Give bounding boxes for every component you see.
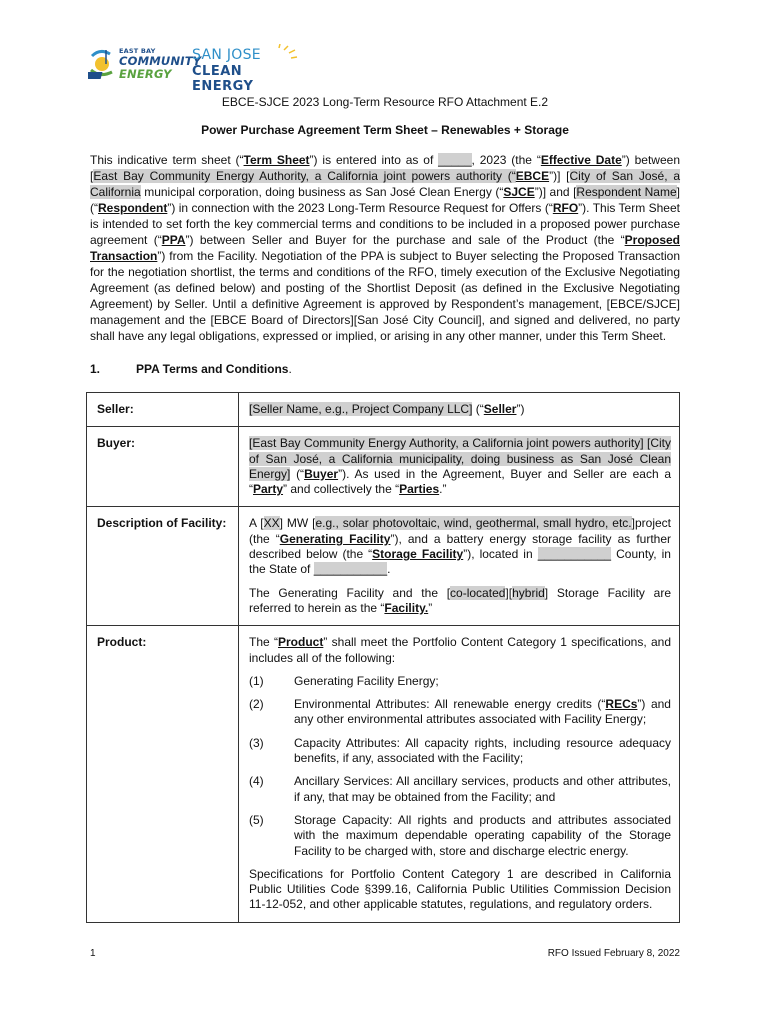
row-value: A [XX] MW [e.g., solar photovoltaic, wind, geothermal, small hydro, etc.]project (the “Generating Facility”), and a battery energy storage facility as further described below (the “Storage Facility”), located in ___________ County, in the State of ___________. The Generating Facility and the [co-located][hybrid] Storage Facility are referred to herein as the “Facility.” <box>239 507 680 626</box>
page-number: 1 <box>90 948 96 959</box>
list-item: (1) Generating Facility Energy; <box>249 673 439 688</box>
row-label: Description of Facility: <box>87 507 239 626</box>
logo-sjce-line2: CLEAN ENERGY <box>192 64 254 94</box>
logo-sjce-line1: SAN JOSE <box>192 47 261 63</box>
document-subtitle: Power Purchase Agreement Term Sheet – Renewables + Storage <box>201 123 569 137</box>
list-item: (5) Storage Capacity: All rights and products and attributes associated with the maximum dependable operating capability of the Storage Facility to be charged with, store and discharge electric energy. <box>249 812 671 858</box>
intro-paragraph: This indicative term sheet (“Term Sheet”) is entered into as of _____, 2023 (the “Effective Date”) between [East Bay Community Energy Authority, a California joint powers authority (“EBCE”)] [City of San José, a California municipal corporation, doing business as San José Clean Energy (“SJCE”)] and [Respondent Name] (“Respondent”) in connection with the 2023 Long-Term Resource Request for Offers (“RFO”). This Term Sheet is intended to set forth the key commercial terms and conditions to be included in a proposed power purchase agreement (“PPA”) between Seller and Buyer for the purchase and sale of the Product (the “Proposed Transaction”) from the Facility. Negotiation of the PPA is subject to Buyer selecting the Proposed Transaction for the negotiation shortlist, the terms and conditions of the RFO, timely execution of the Exclusive Negotiating Agreement (as defined below) and posting of the Shortlist Deposit (as defined in the Exclusive Negotiating Agreement) by Seller. Until a definitive Agreement is approved by Respondent’s management, [EBCE/SJCE] management and the [EBCE Board of Directors][San José City Council], and signed and delivered, no party shall have any legal obligations, expressed or implied, or arising in any other manner, under this Term Sheet. <box>90 153 681 343</box>
section-heading: 1. PPA Terms and Conditions. <box>90 362 292 376</box>
section-title: PPA Terms and Conditions <box>136 362 289 376</box>
table-row-facility <box>87 507 680 626</box>
list-item: (4) Ancillary Services: All ancillary services, products and other attributes, if any, that may be obtained from the Facility; and <box>249 774 671 804</box>
logo-ebce-line3: ENERGY <box>119 67 172 81</box>
table-row-buyer <box>87 427 680 507</box>
logo-ebce-line2: COMMUNITY <box>119 54 202 68</box>
row-label: Buyer: <box>87 427 239 507</box>
logo <box>88 44 308 94</box>
table-row-seller <box>87 393 680 427</box>
footer-issued-date: RFO Issued February 8, 2022 <box>547 948 680 959</box>
section-number: 1. <box>90 362 101 376</box>
document-title: EBCE-SJCE 2023 Long-Term Resource RFO Attachment E.2 <box>221 95 549 109</box>
row-value: The “Product” shall meet the Portfolio Content Category 1 specifications, and includes all of the following: (1) Generating Facility Energy; (2) Environmental Attributes: All renewable energy credits (“RECs”) and any other environmental attributes associated with Facility Energy; (3) Capacity Attributes: All capacity rights, including resource adequacy benefits, if any, associated with the Facility; (4) Ancillary Services: All ancillary services, products and other attributes, if any, that may be obtained from the Facility; and (5) Storage Capacity: All rights and products and attributes associated with the maximum dependable operating capability of the Storage Facility to be charged with, store and discharge electric energy. Specifications for Portfolio Content Category 1 are described in California Public Utilities Code §399.16, California Public Utilities Commission Decision 11-12-052, and other applicable statutes, regulations, and regulatory orders. <box>239 626 680 922</box>
row-label: Product: <box>87 626 239 922</box>
row-label: Seller: <box>87 393 239 427</box>
table-row-product <box>87 626 680 922</box>
logo-ebce-line1: EAST BAY <box>119 47 156 55</box>
row-value: [Seller Name, e.g., Project Company LLC] (“Seller”) <box>239 393 680 427</box>
list-item: (2) Environmental Attributes: All renewable energy credits (“RECs”) and any other environmental attributes associated with Facility Energy; <box>249 697 671 727</box>
row-value: [East Bay Community Energy Authority, a California joint powers authority] [City of San José, a California municipality, doing business as San José Clean Energy] (“Buyer”). As used in the Agreement, Buyer and Seller are each a “Party” and collectively the “Parties.” <box>239 427 680 507</box>
terms-table <box>86 392 680 923</box>
list-item: (3) Capacity Attributes: All capacity rights, including resource adequacy benefits, if any, associated with the Facility; <box>249 735 671 766</box>
